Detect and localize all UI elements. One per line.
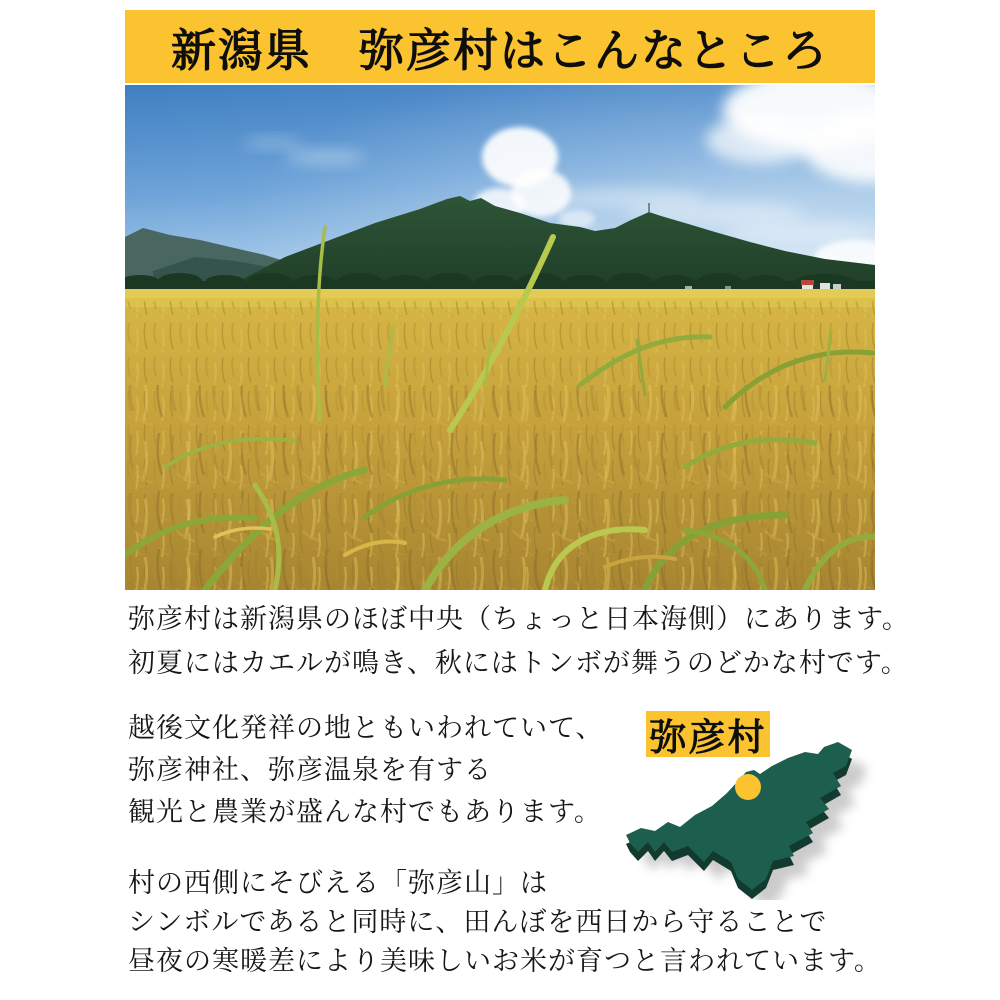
intro-paragraph bbox=[128, 598, 910, 686]
map-label: 弥彦村 bbox=[646, 711, 770, 757]
mountain-paragraph bbox=[128, 864, 882, 981]
paragraph-line: 観光と農業が盛んな村でもあります。 bbox=[128, 797, 602, 828]
paragraph-line: 村の西側にそびえる「弥彦山」は bbox=[128, 868, 548, 899]
paragraph-line: 昼夜の寒暖差により美味しいお米が育つと言われています。 bbox=[128, 946, 882, 977]
yahiko-location-dot bbox=[735, 774, 761, 800]
paragraph-line: 越後文化発祥の地ともいわれていて、 bbox=[128, 713, 604, 744]
rice-field-photo bbox=[125, 85, 875, 590]
paragraph-line: シンボルであると同時に、田んぼを西日から守ることで bbox=[128, 907, 828, 938]
paragraph-line: 弥彦村は新潟県のほぼ中央（ちょっと日本海側）にあります。 bbox=[128, 604, 910, 635]
paragraph-line: 弥彦神社、弥彦温泉を有する bbox=[128, 755, 492, 786]
page-title: 新潟県 弥彦村はこんなところ bbox=[170, 24, 829, 77]
about-paragraph bbox=[128, 708, 603, 834]
paragraph-line: 初夏にはカエルが鳴き、秋にはトンボが舞うのどかな村です。 bbox=[128, 648, 909, 679]
header-banner bbox=[125, 10, 875, 83]
rice-field-photo-art bbox=[125, 85, 875, 590]
